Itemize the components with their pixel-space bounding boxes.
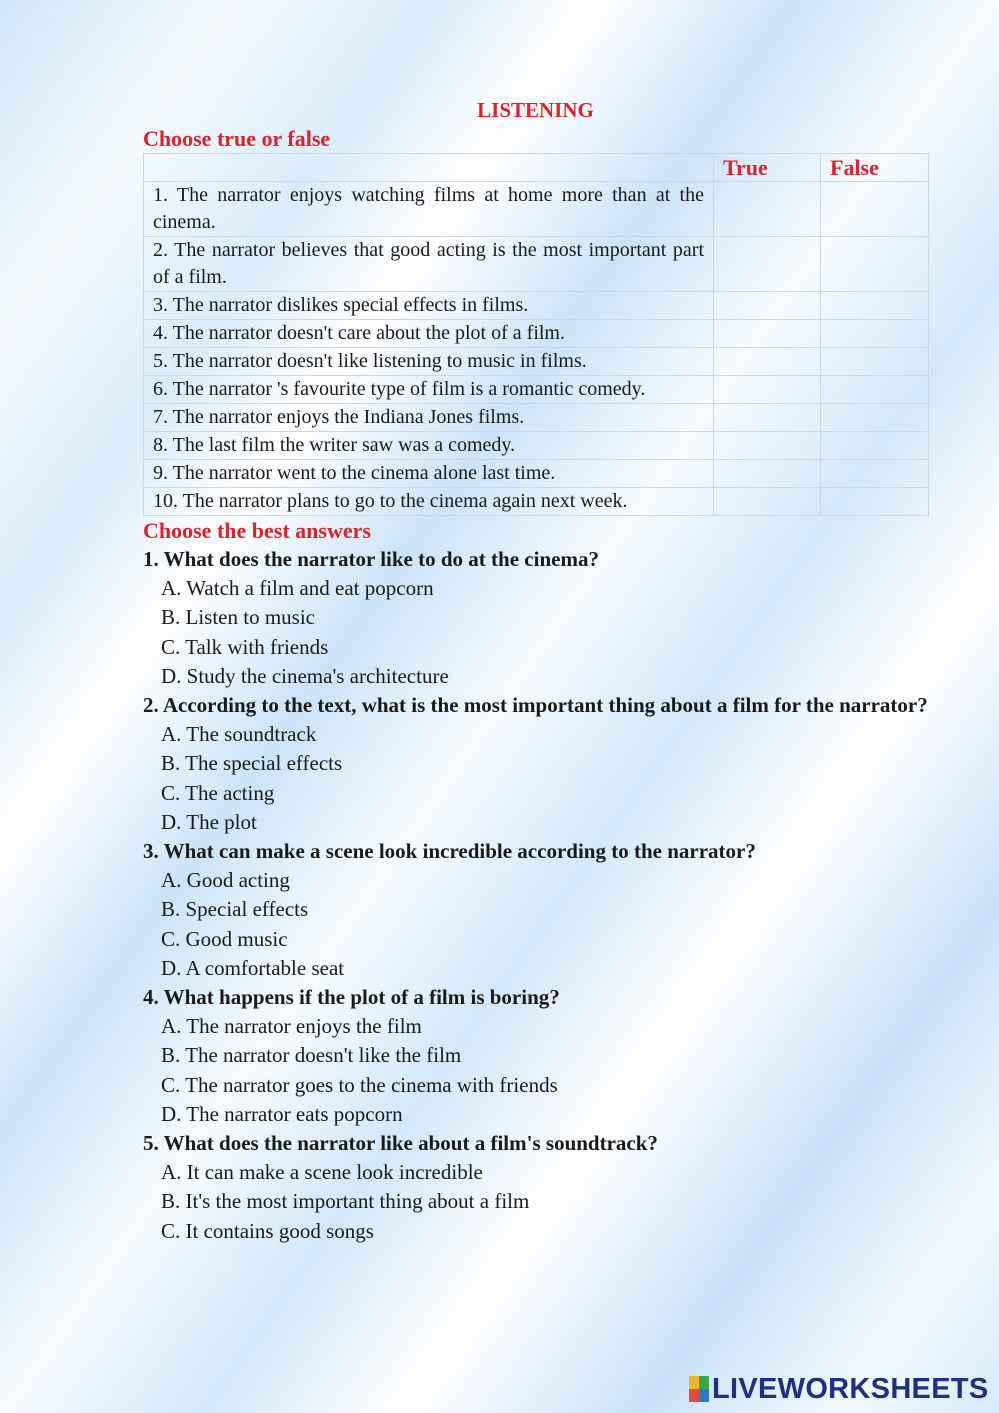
table-row <box>144 292 929 320</box>
true-answer-cell[interactable] <box>714 348 821 376</box>
answer-option[interactable]: B. Listen to music <box>161 605 315 630</box>
false-answer-cell[interactable] <box>821 404 929 432</box>
statement-cell: 7. The narrator enjoys the Indiana Jones films. <box>144 404 714 432</box>
true-answer-cell[interactable] <box>714 182 821 237</box>
true-answer-cell[interactable] <box>714 237 821 292</box>
statement-cell: 8. The last film the writer saw was a comedy. <box>144 432 714 460</box>
answer-option[interactable]: C. Talk with friends <box>161 634 329 659</box>
table-header-row <box>144 154 929 182</box>
true-false-table <box>143 153 929 516</box>
question-text: 3. What can make a scene look incredible according to the narrator? <box>143 839 756 864</box>
true-false-heading: Choose true or false <box>143 126 331 151</box>
true-column-header: True <box>714 154 821 182</box>
logo-text: LIVEWORKSHEETS <box>712 1372 989 1405</box>
false-answer-cell[interactable] <box>821 292 929 320</box>
false-answer-cell[interactable] <box>821 320 929 348</box>
statement-cell: 1. The narrator enjoys watching films at home more than at the cinema. <box>144 182 714 237</box>
answer-option[interactable]: A. Good acting <box>161 868 290 893</box>
question-text: 2. According to the text, what is the most important thing about a film for the narrator? <box>143 693 928 718</box>
statement-cell: 2. The narrator believes that good acting is the most important part of a film. <box>144 237 714 292</box>
answer-option[interactable]: D. The plot <box>161 809 257 834</box>
answer-option[interactable]: A. The soundtrack <box>161 722 317 747</box>
true-answer-cell[interactable] <box>714 460 821 488</box>
statement-cell: 9. The narrator went to the cinema alone last time. <box>144 460 714 488</box>
true-answer-cell[interactable] <box>714 320 821 348</box>
liveworksheets-logo <box>689 1372 989 1406</box>
table-row <box>144 376 929 404</box>
table-header-blank <box>144 154 714 182</box>
true-answer-cell[interactable] <box>714 376 821 404</box>
page-title: LISTENING <box>477 98 594 122</box>
answer-option[interactable]: D. A comfortable seat <box>161 955 345 980</box>
table-row <box>144 320 929 348</box>
statement-cell: 4. The narrator doesn't care about the plot of a film. <box>144 320 714 348</box>
answer-option[interactable]: C. It contains good songs <box>161 1218 374 1243</box>
true-answer-cell[interactable] <box>714 432 821 460</box>
false-answer-cell[interactable] <box>821 432 929 460</box>
question-text: 5. What does the narrator like about a film's soundtrack? <box>143 1131 658 1156</box>
question-text: 1. What does the narrator like to do at the cinema? <box>143 547 599 571</box>
multiple-choice-list <box>143 545 928 1246</box>
question-text: 4. What happens if the plot of a film is boring? <box>143 985 560 1010</box>
table-row <box>144 404 929 432</box>
false-answer-cell[interactable] <box>821 237 929 292</box>
statement-cell: 10. The narrator plans to go to the cinema again next week. <box>144 488 714 516</box>
answer-option[interactable]: B. The special effects <box>161 751 343 776</box>
answer-option[interactable]: D. The narrator eats popcorn <box>161 1101 403 1126</box>
false-answer-cell[interactable] <box>821 376 929 404</box>
table-row <box>144 182 929 237</box>
answer-option[interactable]: A. It can make a scene look incredible <box>161 1160 483 1185</box>
table-row <box>144 348 929 376</box>
statement-cell: 3. The narrator dislikes special effects in films. <box>144 292 714 320</box>
answer-option[interactable]: A. The narrator enjoys the film <box>161 1014 422 1039</box>
answer-option[interactable]: C. The acting <box>161 780 275 805</box>
false-answer-cell[interactable] <box>821 348 929 376</box>
answer-option[interactable]: B. Special effects <box>161 897 309 922</box>
multiple-choice-heading: Choose the best answers <box>143 518 371 543</box>
answer-option[interactable]: C. Good music <box>161 926 288 951</box>
table-row <box>144 460 929 488</box>
answer-option[interactable]: B. It's the most important thing about a film <box>161 1189 530 1214</box>
true-answer-cell[interactable] <box>714 292 821 320</box>
table-row <box>144 488 929 516</box>
true-answer-cell[interactable] <box>714 404 821 432</box>
statement-cell: 6. The narrator 's favourite type of film is a romantic comedy. <box>144 376 714 404</box>
answer-option[interactable]: A. Watch a film and eat popcorn <box>161 576 434 601</box>
table-row <box>144 432 929 460</box>
false-answer-cell[interactable] <box>821 182 929 237</box>
answer-option[interactable]: C. The narrator goes to the cinema with friends <box>161 1072 558 1097</box>
statement-cell: 5. The narrator doesn't like listening to music in films. <box>144 348 714 376</box>
table-row <box>144 237 929 292</box>
false-answer-cell[interactable] <box>821 488 929 516</box>
worksheet <box>143 96 928 1246</box>
answer-option[interactable]: D. Study the cinema's architecture <box>161 663 449 688</box>
false-column-header: False <box>821 154 929 182</box>
false-answer-cell[interactable] <box>821 460 929 488</box>
true-answer-cell[interactable] <box>714 488 821 516</box>
answer-option[interactable]: B. The narrator doesn't like the film <box>161 1043 462 1068</box>
liveworksheets-logo-icon <box>689 1376 709 1402</box>
